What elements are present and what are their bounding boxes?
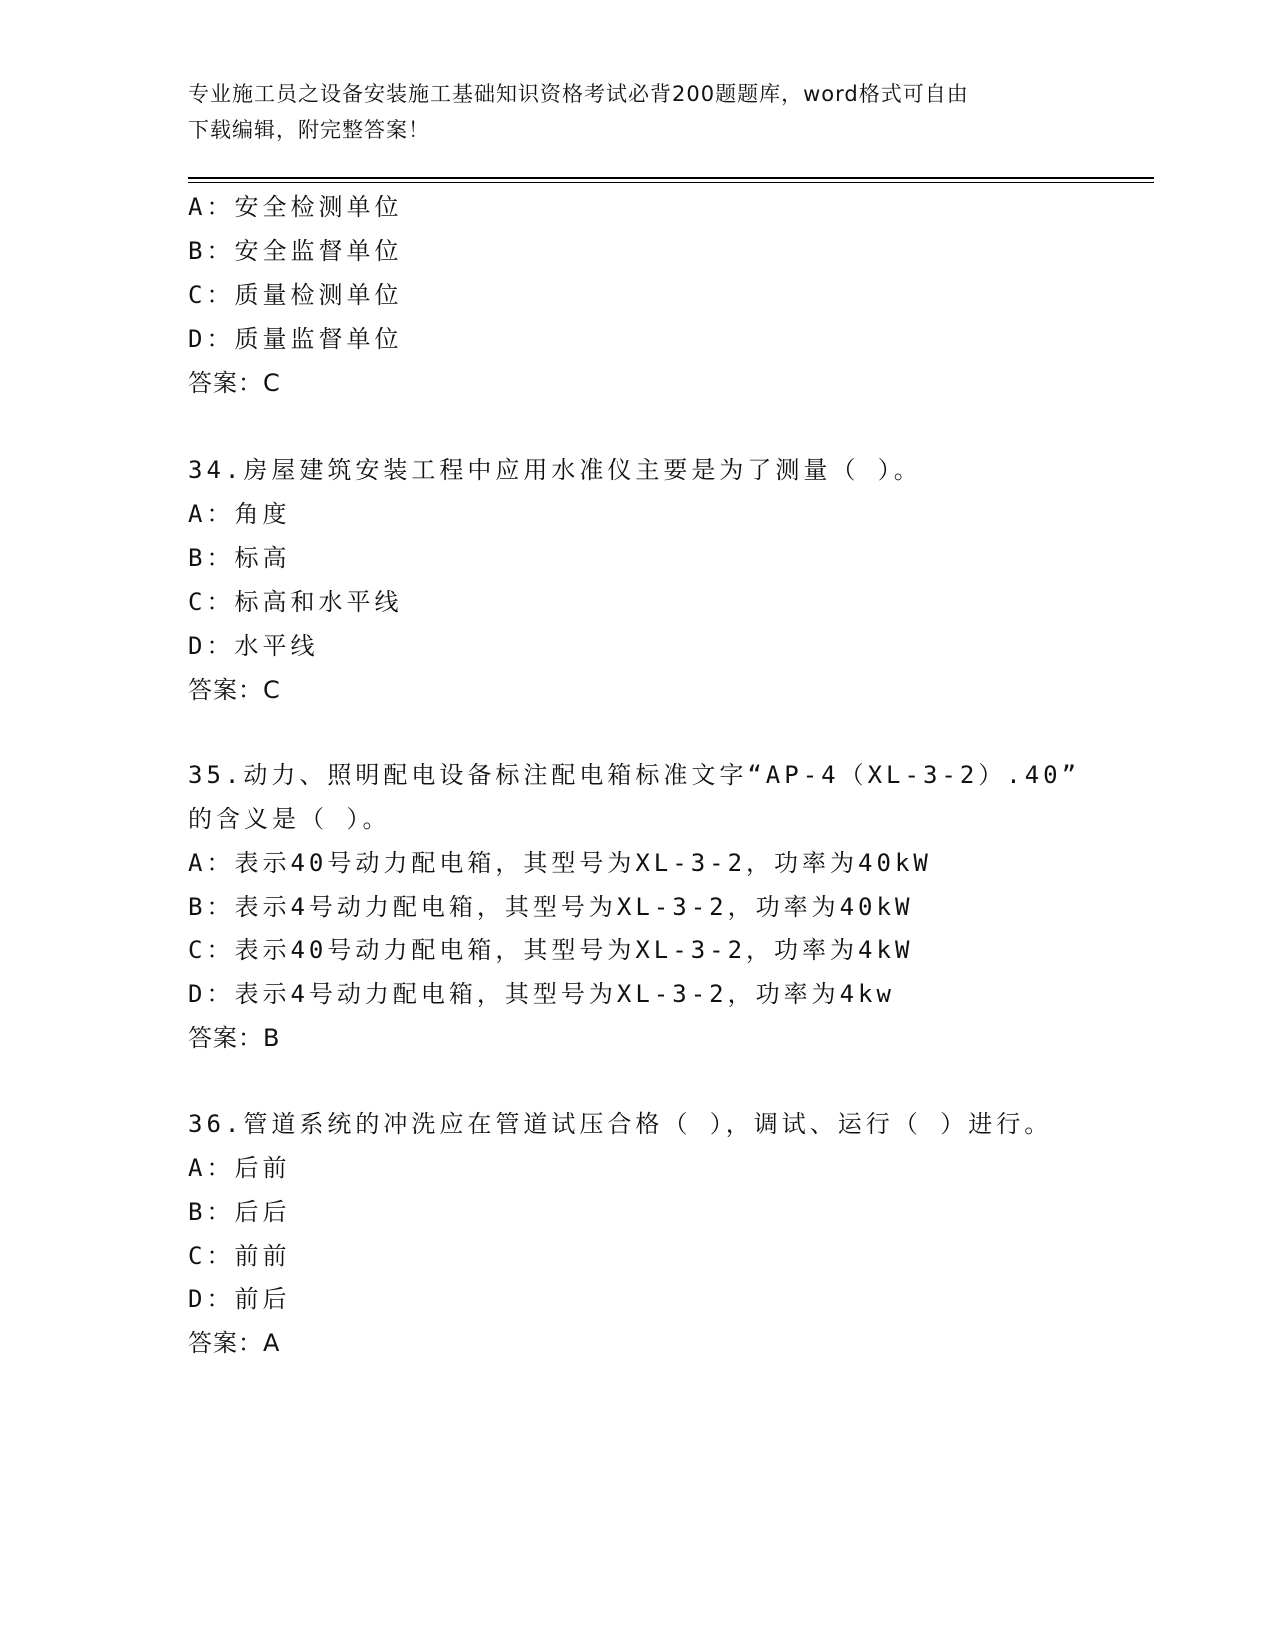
document-header — [188, 76, 1068, 148]
q34-option-a: A：角度 — [188, 500, 291, 528]
q35-question-line-2: 的含义是（ ）。 — [188, 805, 391, 833]
header-title-line-1: 专业施工员之设备安装施工基础知识资格考试必背200题题库，word格式可自由 — [188, 82, 969, 106]
q35-option-d: D：表示4号动力配电箱，其型号为XL-3-2，功率为4kw — [188, 980, 895, 1008]
q35-option-a: A：表示40号动力配电箱，其型号为XL-3-2，功率为40kW — [188, 849, 932, 877]
q36-question: 36.管道系统的冲洗应在管道试压合格（ ），调试、运行（ ）进行。 — [188, 1110, 1053, 1138]
q35-option-c: C：表示40号动力配电箱，其型号为XL-3-2，功率为4kW — [188, 936, 914, 964]
q34-option-d: D：水平线 — [188, 632, 319, 660]
header-rule-thick — [188, 177, 1154, 179]
q34-option-c: C：标高和水平线 — [188, 588, 403, 616]
header-rule-thin — [188, 182, 1154, 183]
q33-answer: 答案：C — [188, 369, 281, 397]
q36-option-a: A：后前 — [188, 1154, 291, 1182]
q33-option-d: D：质量监督单位 — [188, 325, 403, 353]
q35-option-b: B：表示4号动力配电箱，其型号为XL-3-2，功率为40kW — [188, 893, 914, 921]
q36-option-d: D：前后 — [188, 1285, 291, 1313]
q36-option-b: B：后后 — [188, 1198, 291, 1226]
q33-option-a: A：安全检测单位 — [188, 193, 403, 221]
q36-option-c: C：前前 — [188, 1242, 291, 1270]
q36-answer: 答案：A — [188, 1329, 281, 1357]
q34-question: 34.房屋建筑安装工程中应用水准仪主要是为了测量（ ）。 — [188, 456, 922, 484]
header-title-line-2: 下载编辑，附完整答案！ — [188, 118, 430, 142]
q33-option-b: B：安全监督单位 — [188, 237, 403, 265]
q34-option-b: B：标高 — [188, 544, 291, 572]
q35-answer: 答案：B — [188, 1024, 281, 1052]
q35-question-line-1: 35.动力、照明配电设备标注配电箱标准文字“AP-4（XL-3-2）.40” — [188, 761, 1081, 789]
q33-option-c: C：质量检测单位 — [188, 281, 403, 309]
q34-answer: 答案：C — [188, 676, 281, 704]
